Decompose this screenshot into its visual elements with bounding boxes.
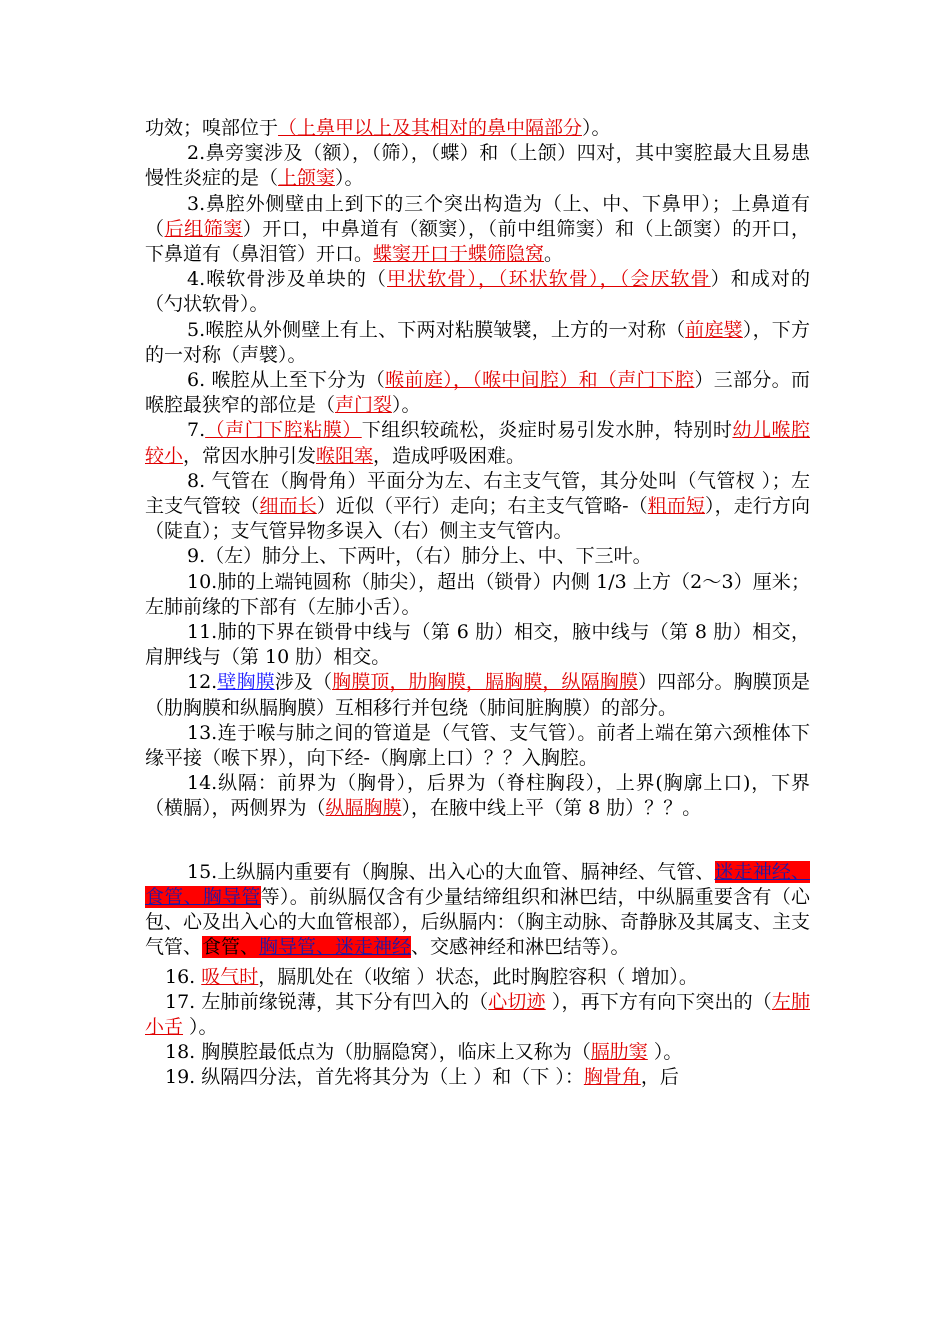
paragraph-10: 10.肺的上端钝圆称（肺尖），超出（锁骨）内侧 1/3 上方（2～3）厘米；左肺前缘的下部有（左肺小舌）。 — [145, 570, 810, 618]
text: 7. — [187, 419, 206, 442]
paragraph-3 — [145, 192, 810, 268]
text: 8. 气管在（胸骨角）平面分为左、右主支气管，其分处叫（气管杈 ）；左主支气管较（ — [145, 469, 810, 518]
red-answer: 声门裂 — [335, 394, 393, 417]
text: 下组织较疏松，炎症时易引发水肿，特别时 — [361, 419, 733, 442]
paragraph-12 — [145, 670, 810, 720]
text: 14.纵隔：前界为（胸骨），后界为（脊柱胸段），上界(胸廓上口)，下界（横膈），两侧界为（ — [145, 772, 810, 820]
red-answer: 膈肋窦 — [590, 1041, 648, 1064]
red-answer: 蝶窦开口于蝶筛隐窝 — [373, 243, 545, 266]
text: 6. 喉腔从上至下分为（ — [187, 369, 386, 392]
text: ）近似（平行）走向；右主支气管略-（ — [316, 495, 648, 518]
red-answer: 纵膈胸膜 — [325, 797, 402, 820]
text: ）。 — [183, 1015, 218, 1038]
red-answer: （声门下腔粘膜） — [205, 419, 362, 442]
blue-answer: 壁胸膜 — [217, 671, 275, 694]
text: 2.鼻旁窦涉及（额），（筛），（蝶）和（上颌）四对，其中窦腔最大且易患慢性炎症的是（ — [145, 142, 810, 190]
text: 16. — [165, 965, 202, 988]
paragraph-19 — [145, 1065, 810, 1090]
red-answer: 胸膜顶，肋胸膜，膈胸膜，纵隔胸膜 — [332, 671, 638, 694]
text: 15.上纵膈内重要有（胸腺、出入心的大血管、膈神经、气管、 — [187, 860, 715, 883]
text: ，膈肌处在（收缩 ）状态，此时胸腔容积（ 增加）。 — [258, 965, 698, 988]
red-answer: 喉前庭），（喉中间腔）和（声门下腔 — [385, 369, 695, 392]
text: 等）。前纵膈仅含有少量结缔组织和淋巴结，中纵膈重要含有（心包、心及出入心的大血管根部），后纵膈内：（胸主动脉、奇静脉及其属支、主支气管、 — [145, 885, 811, 959]
text: ）和成对的（勺状软骨）。 — [145, 268, 810, 316]
red-answer: 左肺小舌 — [145, 990, 810, 1038]
text: 18. 胸膜腔最低点为（肋膈隐窝），临床上又称为（ — [165, 1041, 591, 1064]
red-answer: 甲状软骨），（环状软骨），（会厌软骨 — [387, 268, 711, 291]
red-answer: 细而长 — [259, 495, 317, 518]
red-answer: 粗而短 — [647, 495, 706, 518]
highlighted-answer: 迷走神经、食管、胸导管 — [145, 860, 810, 908]
text: 12. — [187, 671, 218, 694]
text: ）四部分。胸膜顶是（肋胸膜和纵膈胸膜）互相移行并包绕（肺间脏胸膜）的部分。 — [145, 671, 810, 719]
highlighted-answer: 胸导管、迷走神经 — [259, 936, 412, 959]
paragraph-8 — [145, 469, 810, 545]
text: ）。 — [647, 1041, 683, 1064]
paragraph-18 — [145, 1040, 810, 1065]
paragraph-5 — [145, 318, 810, 368]
red-answer: 前庭襞 — [685, 318, 743, 341]
text: 4.喉软骨涉及单块的（ — [187, 268, 388, 291]
paragraph-17 — [145, 990, 810, 1040]
red-answer: 后组筛窦 — [164, 217, 243, 240]
paragraph-4 — [145, 267, 810, 317]
text: ），走行方向（陡直）；支气管异物多误入（右）侧主支气管内。 — [145, 495, 810, 543]
text: ）。 — [392, 394, 421, 417]
document-body — [145, 116, 810, 1091]
paragraph-7 — [145, 418, 810, 468]
red-answer: （上鼻甲以上及其相对的鼻中隔部分 — [278, 117, 583, 139]
paragraph-16 — [145, 965, 810, 990]
text: ，后 — [640, 1066, 679, 1089]
paragraph-13: 13.连于喉与肺之间的管道是（气管、支气管）。前者上端在第六颈椎体下缘平接（喉下界），向下经-（胸廓上口）？？入胸腔。 — [145, 721, 810, 770]
text: 、交感神经和淋巴结等）。 — [411, 936, 630, 959]
red-answer: 幼儿喉腔较小 — [145, 419, 810, 467]
text: ）开口，中鼻道有（额窦），（前中组筛窦）和（上颌窦）的开口，下鼻道有（鼻泪管）开口。 — [145, 217, 810, 266]
text: ），在腋中线上平（第 8 肋）？？。 — [401, 797, 702, 820]
text: ，造成呼吸困难。 — [373, 444, 526, 467]
red-answer: 吸气时 — [201, 965, 259, 988]
text: 涉及（ — [274, 671, 333, 694]
text: ，常因水肿引发 — [183, 444, 317, 467]
red-answer: 上颌窦 — [278, 167, 336, 190]
red-answer: 喉阻塞 — [316, 444, 374, 467]
paragraph-9: 9.（左）肺分上、下两叶，（右）肺分上、中、下三叶。 — [187, 545, 652, 568]
paragraph-14 — [145, 771, 810, 821]
paragraph-11: 11.肺的下界在锁骨中线与（第 6 肋）相交，腋中线与（第 8 肋）相交，肩胛线与（第 10 肋）相交。 — [145, 621, 810, 669]
text: 17. 左肺前缘锐薄，其下分有凹入的（ — [165, 990, 489, 1013]
text: ）。 — [335, 167, 364, 190]
text: 。 — [544, 243, 564, 266]
text: ）三部分。而喉腔最狭窄的部位是（ — [145, 369, 810, 417]
highlighted-answer: 食管、 — [202, 936, 260, 959]
text: ），再下方有向下突出的（ — [545, 990, 772, 1013]
text: ）。 — [582, 117, 611, 139]
paragraph-6 — [145, 368, 810, 418]
paragraph-2 — [145, 141, 810, 191]
red-answer: 胸骨角 — [583, 1066, 641, 1089]
text: 19. 纵隔四分法，首先将其分为（上 ）和（下 ）： — [165, 1066, 584, 1089]
red-answer: 心切迹 — [488, 990, 546, 1013]
paragraph-1 — [145, 116, 810, 141]
text: ），下方的一对称（声襞）。 — [145, 318, 810, 366]
paragraph-15 — [145, 860, 810, 961]
text: 功效；嗅部位于 — [145, 117, 279, 139]
text: 5.喉腔从外侧壁上有上、下两对粘膜皱襞，上方的一对称（ — [187, 318, 686, 341]
blank-line — [145, 822, 810, 860]
text: 3.鼻腔外侧壁由上到下的三个突出构造为（上、中、下鼻甲）；上鼻道有（ — [145, 192, 810, 240]
